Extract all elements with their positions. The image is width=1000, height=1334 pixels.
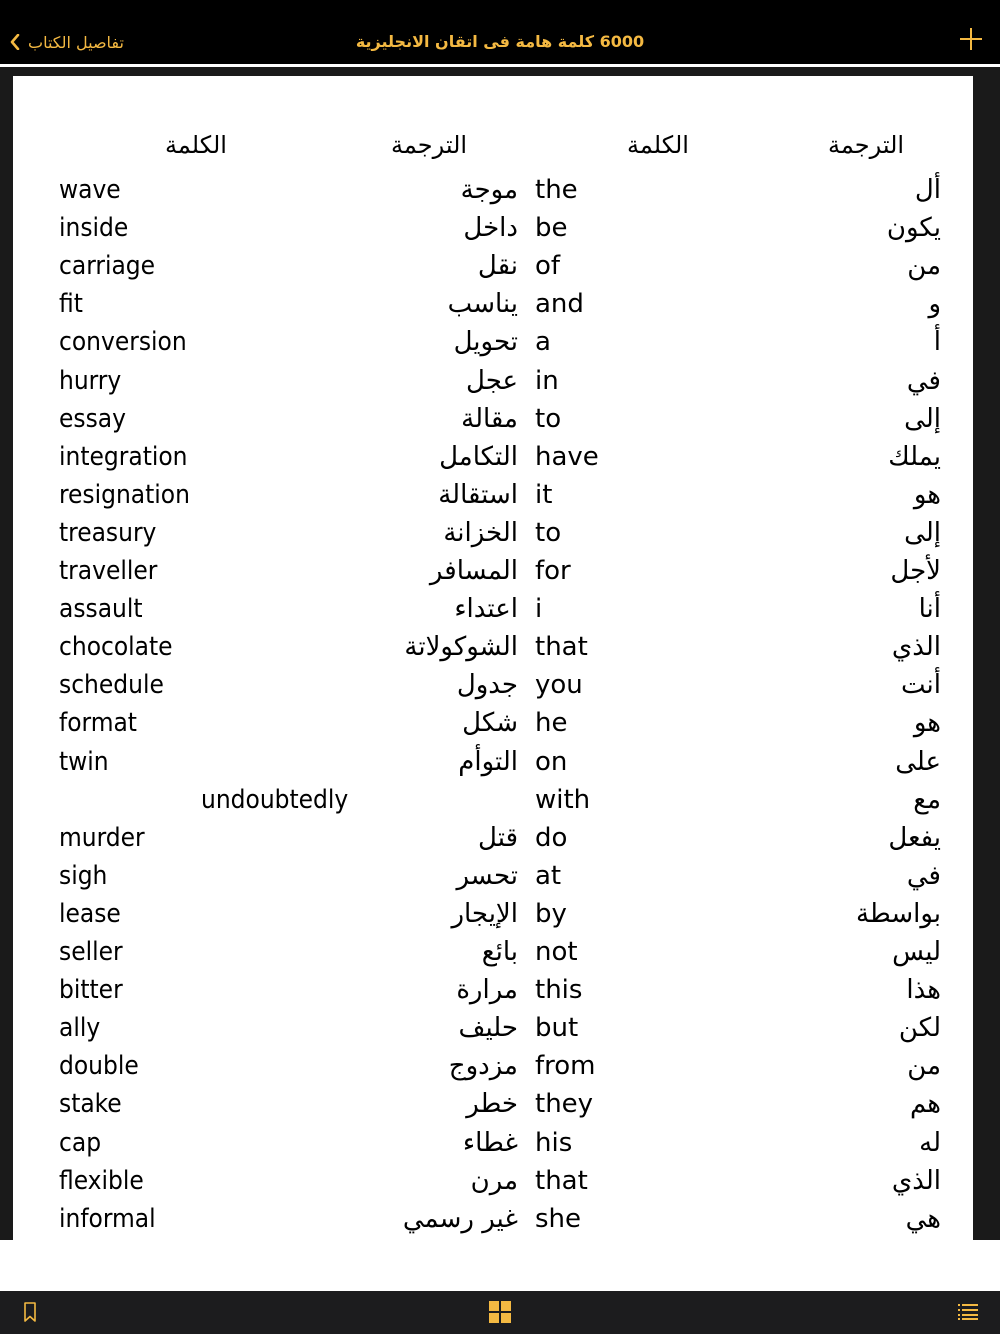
- table-row: [13, 209, 973, 247]
- document-viewer[interactable]: [0, 67, 1000, 1240]
- table-row: [13, 438, 973, 476]
- chevron-left-icon: [10, 34, 20, 50]
- translation-cell: شكل: [462, 708, 518, 739]
- table-row: [13, 514, 973, 552]
- word-cell: traveller: [59, 556, 158, 586]
- word-cell: that: [535, 632, 588, 663]
- word-cell: stake: [59, 1089, 122, 1120]
- table-row: [13, 1085, 973, 1123]
- translation-cell: جدول: [456, 670, 518, 701]
- translation-cell: لكن: [898, 1013, 941, 1044]
- word-cell: inside: [59, 213, 129, 244]
- word-cell: format: [59, 708, 137, 739]
- translation-cell: نقل: [477, 251, 518, 282]
- word-cell: by: [535, 898, 567, 929]
- translation-cell: مع: [913, 784, 941, 815]
- word-cell: resignation: [59, 479, 190, 510]
- word-cell: a: [535, 327, 551, 358]
- word-cell: wave: [59, 175, 121, 205]
- word-cell: sigh: [59, 860, 108, 891]
- translation-cell: هذا: [906, 975, 941, 1006]
- word-cell: i: [535, 594, 543, 625]
- word-cell: with: [535, 784, 591, 815]
- translation-cell: أل: [914, 175, 941, 205]
- word-cell: lease: [59, 898, 121, 929]
- translation-cell: غير رسمي: [402, 1203, 518, 1234]
- translation-cell: يكون: [886, 213, 941, 244]
- translation-cell: استقالة: [438, 479, 518, 510]
- word-cell: integration: [59, 441, 188, 472]
- word-cell: you: [535, 670, 583, 701]
- translation-cell: الذي: [891, 632, 941, 663]
- table-row: [13, 171, 973, 209]
- translation-cell: مرارة: [456, 975, 518, 1006]
- word-cell: bitter: [59, 975, 123, 1006]
- translation-cell: إلى: [904, 517, 941, 548]
- word-cell: flexible: [59, 1165, 144, 1196]
- translation-cell: يناسب: [447, 289, 518, 320]
- table-row: [13, 552, 973, 590]
- word-cell: carriage: [59, 251, 156, 282]
- word-cell: twin: [59, 746, 109, 777]
- translation-cell: الإيجار: [451, 898, 518, 929]
- translation-cell: مقالة: [461, 403, 518, 434]
- table-row: [13, 247, 973, 285]
- translation-cell: التوأم: [458, 746, 518, 777]
- page-title: 6000 كلمة هامة فى اتقان الانجليزية: [355, 32, 645, 51]
- table-row: [13, 1047, 973, 1085]
- word-cell: essay: [59, 403, 126, 434]
- word-cell: do: [535, 822, 568, 853]
- translation-cell: مزدوج: [448, 1051, 518, 1082]
- translation-cell: التكامل: [439, 441, 518, 472]
- table-row: [13, 819, 973, 857]
- word-cell: informal: [59, 1203, 156, 1234]
- translation-cell: قتل: [478, 822, 518, 853]
- translation-cell: من: [907, 1051, 941, 1082]
- translation-cell: من: [907, 251, 941, 282]
- translation-cell: الشوكولاتة: [404, 632, 518, 663]
- translation-cell: على: [895, 746, 941, 777]
- translation-cell: عجل: [466, 365, 518, 396]
- translation-cell: موجة: [460, 175, 518, 205]
- translation-cell: في: [906, 365, 941, 396]
- translation-cell: هم: [909, 1089, 941, 1120]
- table-row: [13, 1162, 973, 1200]
- word-cell: murder: [59, 822, 145, 853]
- word-cell: she: [535, 1203, 582, 1234]
- word-cell: conversion: [59, 327, 187, 358]
- grid-icon[interactable]: [489, 1301, 511, 1323]
- plus-icon[interactable]: [960, 28, 982, 50]
- list-icon[interactable]: [958, 1303, 978, 1321]
- word-cell: assault: [59, 594, 143, 625]
- word-cell: of: [535, 251, 561, 282]
- table-row: [13, 1124, 973, 1162]
- translation-cell: إلى: [904, 403, 941, 434]
- word-cell: not: [535, 937, 578, 967]
- word-cell: treasury: [59, 517, 157, 548]
- navigation-bar: [0, 0, 1000, 64]
- translation-cell: أ: [933, 327, 941, 358]
- translation-cell: بائع: [481, 937, 518, 967]
- translation-cell: هي: [905, 1203, 941, 1234]
- word-cell: double: [59, 1051, 139, 1082]
- table-row: [13, 1009, 973, 1047]
- word-cell: be: [535, 213, 568, 244]
- word-cell: on: [535, 746, 568, 777]
- translation-cell: خطر: [466, 1089, 518, 1120]
- word-cell: for: [535, 556, 571, 586]
- word-cell: fit: [59, 289, 83, 320]
- translation-cell: له: [919, 1127, 941, 1158]
- back-button[interactable]: [10, 20, 150, 64]
- header-translation-left: الترجمة: [391, 131, 468, 159]
- bottom-toolbar: [0, 1291, 1000, 1334]
- table-row: [13, 857, 973, 895]
- translation-cell: تحويل: [453, 327, 518, 358]
- header-word-right: الكلمة: [627, 131, 689, 159]
- word-cell: undoubtedly: [201, 784, 349, 815]
- translation-cell: الذي: [891, 1165, 941, 1196]
- word-cell: seller: [59, 937, 123, 967]
- word-cell: have: [535, 441, 599, 472]
- gap: [0, 1240, 1000, 1291]
- translation-cell: غطاء: [462, 1127, 518, 1158]
- table-row: [13, 666, 973, 704]
- translation-cell: تحسر: [456, 860, 518, 891]
- word-cell: the: [535, 175, 578, 205]
- word-cell: from: [535, 1051, 596, 1082]
- table-row: [13, 704, 973, 742]
- translation-cell: الخزانة: [443, 517, 518, 548]
- translation-cell: حليف: [458, 1013, 518, 1044]
- word-cell: schedule: [59, 670, 164, 701]
- translation-cell: داخل: [463, 213, 518, 244]
- word-cell: and: [535, 289, 584, 320]
- word-cell: at: [535, 860, 562, 891]
- word-cell: that: [535, 1165, 588, 1196]
- translation-cell: أنت: [901, 670, 941, 701]
- header-word-left: الكلمة: [165, 131, 227, 159]
- back-label: تفاصيل الكتاب: [28, 32, 124, 52]
- translation-cell: لأجل: [890, 556, 941, 586]
- table-row: [13, 1200, 973, 1238]
- table-row: [13, 323, 973, 361]
- table-row: [13, 590, 973, 628]
- table-row: [13, 400, 973, 438]
- word-cell: but: [535, 1013, 579, 1044]
- translation-cell: أنا: [918, 594, 941, 625]
- translation-cell: اعتداء: [454, 594, 518, 625]
- table-row: [13, 781, 973, 819]
- translation-cell: هو: [913, 708, 941, 739]
- translation-cell: و: [928, 289, 941, 320]
- translation-cell: يملك: [888, 441, 941, 472]
- word-cell: he: [535, 708, 568, 739]
- translation-cell: يفعل: [888, 822, 941, 853]
- table-row: [13, 476, 973, 514]
- translation-cell: هو: [913, 479, 941, 510]
- word-cell: chocolate: [59, 632, 173, 663]
- translation-cell: بواسطة: [856, 898, 941, 929]
- translation-cell: مرن: [470, 1165, 518, 1196]
- word-cell: to: [535, 517, 562, 548]
- table-row: [13, 628, 973, 666]
- word-cell: it: [535, 479, 553, 510]
- document-page: [13, 76, 973, 1240]
- translation-cell: ليس: [892, 937, 941, 967]
- word-cell: in: [535, 365, 559, 396]
- bookmark-icon[interactable]: [22, 1301, 38, 1323]
- word-cell: to: [535, 403, 562, 434]
- table-row: [13, 971, 973, 1009]
- word-cell: his: [535, 1127, 573, 1158]
- word-cell: cap: [59, 1127, 102, 1158]
- table-row: [13, 895, 973, 933]
- table-row: [13, 285, 973, 323]
- word-cell: they: [535, 1089, 594, 1120]
- table-row: [13, 933, 973, 971]
- table-row: [13, 362, 973, 400]
- word-cell: this: [535, 975, 583, 1006]
- word-cell: hurry: [59, 365, 122, 396]
- translation-cell: في: [906, 860, 941, 891]
- table-row: [13, 743, 973, 781]
- word-cell: ally: [59, 1013, 101, 1044]
- translation-cell: المسافر: [429, 556, 518, 586]
- header-translation-right: الترجمة: [828, 131, 905, 159]
